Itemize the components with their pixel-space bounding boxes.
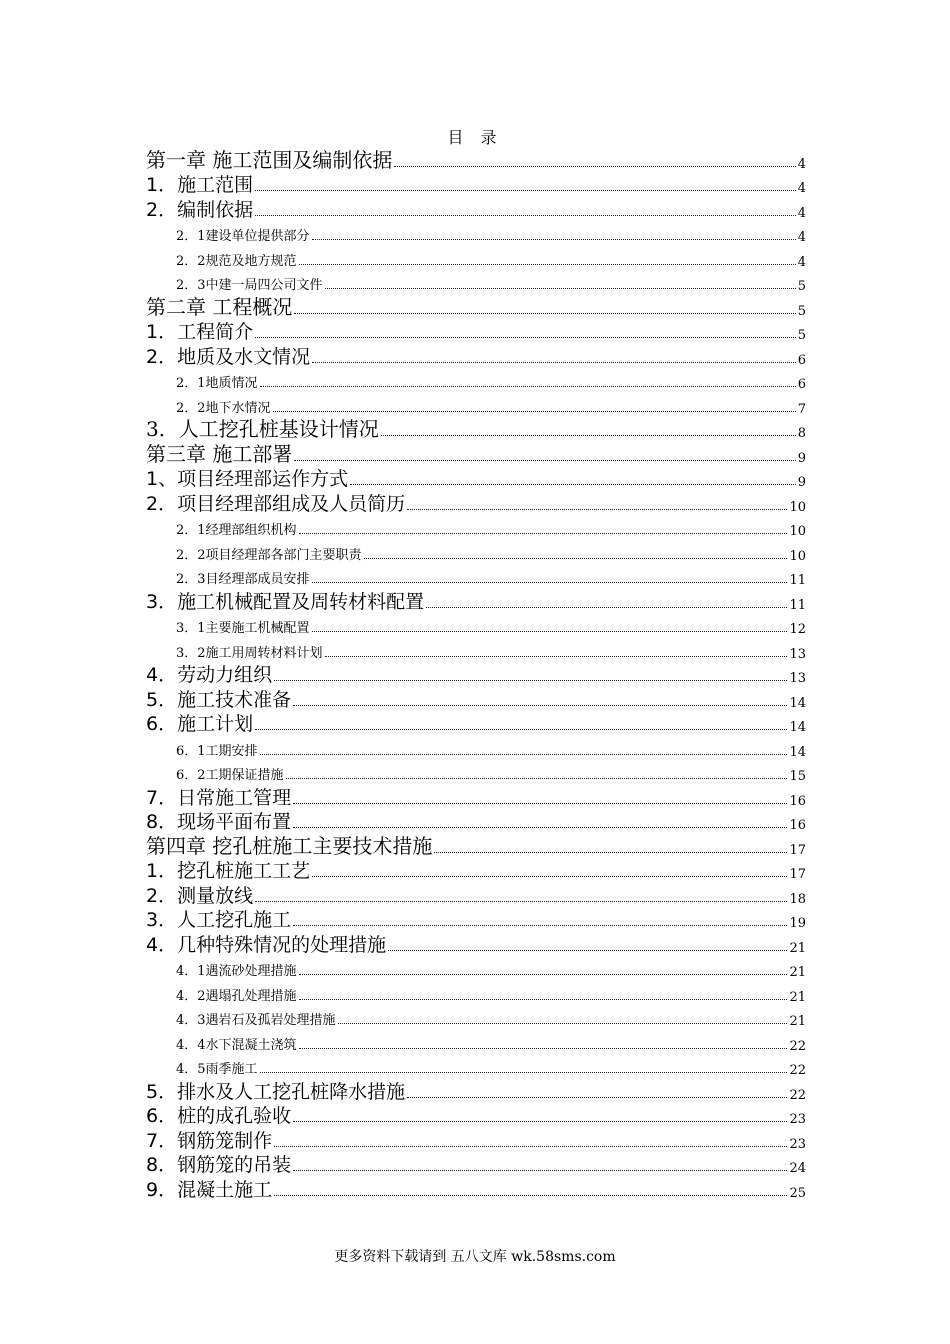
toc-entry[interactable] (146, 295, 806, 320)
toc-entry-page-number: 5 (797, 303, 806, 319)
toc-entry-label: 2．项目经理部组成及人员简历 (146, 492, 406, 515)
dot-leader (325, 288, 796, 289)
toc-entry-page-number: 19 (789, 916, 806, 931)
toc-entry[interactable] (146, 1079, 806, 1104)
toc-entry-label: 5．施工技术准备 (146, 688, 292, 711)
toc-entry-page-number: 22 (789, 1038, 806, 1054)
toc-entry-label: 1．工程简介 (146, 321, 254, 343)
dot-leader (274, 680, 787, 681)
toc-entry-page-number: 5 (797, 279, 806, 294)
dot-leader (293, 925, 787, 926)
toc-entry-label: 8．现场平面布置 (146, 811, 292, 833)
dot-leader (294, 313, 795, 314)
toc-entry-page-number: 10 (789, 524, 806, 539)
footer-note: 更多资料下载请到 五八文库 wk.58sms.com (334, 1249, 616, 1265)
toc-entry-label: 2．地质及水文情况 (146, 345, 311, 368)
dot-leader (312, 239, 796, 240)
toc-entry-page-number: 14 (789, 744, 806, 760)
toc-entry-label: 4．1遇流砂处理措施 (176, 964, 297, 979)
toc-entry-page-number: 7 (797, 401, 806, 417)
toc-entry-label: 4．4水下混凝土浇筑 (176, 1037, 297, 1053)
dot-leader (364, 558, 788, 559)
toc-entry-label: 2．3目经理部成员安排 (176, 572, 310, 587)
toc-entry-label: 9．混凝土施工 (146, 1178, 273, 1201)
dot-leader (255, 337, 796, 338)
toc-entry[interactable] (146, 320, 806, 345)
dot-leader (388, 950, 787, 951)
dot-leader (293, 827, 787, 828)
toc-entry-label: 1、项目经理部运作方式 (146, 468, 349, 490)
toc-entry[interactable] (146, 540, 806, 565)
dot-leader (407, 1097, 787, 1098)
toc-entry[interactable] (146, 736, 806, 761)
toc-entry-page-number: 16 (789, 818, 806, 833)
toc-entry-page-number: 11 (789, 597, 806, 613)
toc-entry[interactable] (146, 614, 806, 639)
toc-entry[interactable] (146, 1030, 806, 1055)
toc-entry[interactable] (146, 638, 806, 663)
toc-entry-page-number: 11 (789, 573, 806, 588)
toc-entry-page-number: 14 (789, 695, 806, 711)
dot-leader (434, 852, 787, 853)
dot-leader (293, 705, 787, 706)
toc-entry-page-number: 14 (789, 720, 806, 735)
toc-entry[interactable] (146, 491, 806, 516)
dot-leader (381, 435, 796, 436)
toc-entry[interactable] (146, 785, 806, 810)
toc-entry-page-number: 16 (789, 793, 806, 809)
toc-entry-label: 2．测量放线 (146, 884, 254, 907)
toc-entry-page-number: 4 (797, 230, 806, 245)
toc-entry[interactable] (146, 173, 806, 198)
toc-entry-page-number: 21 (789, 940, 806, 956)
dot-leader (299, 974, 788, 975)
toc-entry-label: 3．1主要施工机械配置 (176, 621, 310, 636)
toc-entry-label: 8．钢筋笼的吊装 (146, 1154, 292, 1176)
toc-entry-page-number: 25 (789, 1185, 806, 1201)
toc-entry[interactable] (146, 834, 806, 859)
toc-entry[interactable] (146, 687, 806, 712)
toc-entry[interactable] (146, 467, 806, 492)
toc-entry[interactable] (146, 908, 806, 933)
toc-entry[interactable] (146, 932, 806, 957)
toc-entry-label: 6．施工计划 (146, 713, 254, 735)
toc-entry[interactable] (146, 859, 806, 884)
toc-entry-page-number: 4 (797, 254, 806, 270)
toc-entry[interactable] (146, 246, 806, 271)
toc-entry-label: 2．2地下水情况 (176, 400, 271, 416)
dot-leader (293, 803, 787, 804)
toc-entry-label: 3．人工挖孔施工 (146, 909, 292, 931)
dot-leader (426, 607, 787, 608)
dot-leader (350, 484, 796, 485)
toc-entry[interactable] (146, 1177, 806, 1202)
toc-entry[interactable] (146, 957, 806, 982)
toc-entry-label: 第二章 工程概况 (146, 294, 293, 319)
dot-leader (338, 1023, 788, 1024)
toc-entry[interactable] (146, 442, 806, 467)
toc-entry-label: 3．人工挖孔桩基设计情况 (146, 417, 379, 441)
toc-entry-page-number: 5 (797, 328, 806, 343)
dot-leader (260, 386, 796, 387)
toc-entry-page-number: 15 (789, 769, 806, 784)
toc-entry-label: 6．2工期保证措施 (176, 768, 284, 783)
toc-entry-page-number: 13 (789, 646, 806, 662)
toc-entry-page-number: 4 (797, 205, 806, 221)
dot-leader (299, 1048, 788, 1049)
toc-entry-page-number: 18 (789, 891, 806, 907)
toc-entry-label: 第一章 施工范围及编制依据 (146, 147, 393, 172)
dot-leader (260, 754, 788, 755)
dot-leader (260, 1072, 788, 1073)
toc-entry-page-number: 22 (789, 1063, 806, 1078)
dot-leader (255, 901, 787, 902)
toc-entry[interactable] (146, 565, 806, 590)
toc-entry[interactable] (146, 1128, 806, 1153)
dot-leader (293, 1170, 787, 1171)
toc-entry-page-number: 17 (789, 842, 806, 858)
dot-leader (299, 533, 788, 534)
toc-entry-page-number: 13 (789, 671, 806, 686)
dot-leader (312, 582, 788, 583)
toc-entry-page-number: 9 (797, 475, 806, 490)
toc-entry-label: 2．2规范及地方规范 (176, 253, 297, 269)
dot-leader (274, 1195, 787, 1196)
toc-entry-label: 3．2施工用周转材料计划 (176, 645, 323, 661)
toc-entry[interactable] (146, 589, 806, 614)
toc-entry[interactable] (146, 222, 806, 247)
toc-entry-page-number: 17 (789, 867, 806, 882)
toc-entry[interactable] (146, 344, 806, 369)
toc-entry[interactable] (146, 712, 806, 737)
toc-entry-page-number: 22 (789, 1087, 806, 1103)
toc-entry-label: 2．1建设单位提供部分 (176, 229, 310, 244)
toc-entry[interactable] (146, 369, 806, 394)
toc-entry-page-number: 21 (789, 1014, 806, 1029)
toc-entry-label: 4．3遇岩石及孤岩处理措施 (176, 1013, 336, 1028)
toc-entry-label: 2．3中建一局四公司文件 (176, 278, 323, 293)
dot-leader (394, 166, 795, 167)
toc-entry[interactable] (146, 761, 806, 786)
dot-leader (286, 778, 788, 779)
toc-entry-label: 6．1工期安排 (176, 743, 258, 759)
toc-entry-label: 5．排水及人工挖孔桩降水措施 (146, 1080, 406, 1103)
dot-leader (299, 264, 796, 265)
toc-entry-label: 2．编制依据 (146, 198, 254, 221)
toc-entry-label: 4．劳动力组织 (146, 664, 273, 686)
dot-leader (293, 1121, 787, 1122)
toc-entry-page-number: 23 (789, 1112, 806, 1127)
toc-entry[interactable] (146, 1055, 806, 1080)
toc-entry-label: 4．几种特殊情况的处理措施 (146, 933, 387, 956)
toc-entry-label: 2．1地质情况 (176, 376, 258, 391)
toc-entry-label: 第四章 挖孔桩施工主要技术措施 (146, 833, 433, 858)
toc-entry-label: 2．2项目经理部各部门主要职责 (176, 547, 362, 563)
toc-entry[interactable] (146, 197, 806, 222)
toc-entry-page-number: 12 (789, 622, 806, 637)
toc-entry-page-number: 10 (789, 499, 806, 515)
toc-entry-page-number: 6 (797, 352, 806, 368)
toc-entry-label: 3．施工机械配置及周转材料配置 (146, 590, 425, 613)
toc-entry[interactable] (146, 883, 806, 908)
toc-entry[interactable] (146, 1006, 806, 1031)
toc-entry-label: 4．5雨季施工 (176, 1062, 258, 1077)
toc-entry-page-number: 8 (797, 426, 806, 441)
toc-entry[interactable] (146, 1104, 806, 1129)
toc-entry-label: 1．挖孔桩施工工艺 (146, 860, 311, 882)
toc-entry[interactable] (146, 1153, 806, 1178)
dot-leader (299, 999, 788, 1000)
toc-entry[interactable] (146, 516, 806, 541)
dot-leader (255, 190, 796, 191)
toc-entry-page-number: 24 (789, 1161, 806, 1176)
toc-entry-page-number: 23 (789, 1136, 806, 1152)
toc-entry[interactable] (146, 981, 806, 1006)
dot-leader (312, 876, 787, 877)
toc-entry-label: 6．桩的成孔验收 (146, 1105, 292, 1127)
toc-entry-page-number: 4 (797, 156, 806, 172)
toc-entry-label: 2．1经理部组织机构 (176, 523, 297, 538)
dot-leader (312, 362, 796, 363)
toc-entry-page-number: 4 (797, 181, 806, 196)
dot-leader (407, 509, 787, 510)
dot-leader (255, 215, 796, 216)
toc-entry-label: 1．施工范围 (146, 174, 254, 196)
toc-entry-page-number: 21 (789, 965, 806, 980)
table-of-contents (146, 148, 806, 1202)
toc-entry-page-number: 9 (797, 450, 806, 466)
toc-entry-label: 7．钢筋笼制作 (146, 1129, 273, 1152)
dot-leader (325, 656, 788, 657)
toc-entry[interactable] (146, 663, 806, 688)
toc-entry-label: 7．日常施工管理 (146, 786, 292, 809)
dot-leader (312, 631, 788, 632)
toc-entry-page-number: 10 (789, 548, 806, 564)
dot-leader (274, 1146, 787, 1147)
toc-entry-label: 第三章 施工部署 (146, 441, 293, 466)
toc-entry-page-number: 6 (797, 377, 806, 392)
toc-entry[interactable] (146, 148, 806, 173)
dot-leader (273, 411, 796, 412)
toc-title: 目 录 (447, 128, 503, 147)
toc-entry-label: 4．2遇塌孔处理措施 (176, 988, 297, 1004)
toc-entry-page-number: 21 (789, 989, 806, 1005)
dot-leader (294, 460, 795, 461)
dot-leader (255, 729, 787, 730)
